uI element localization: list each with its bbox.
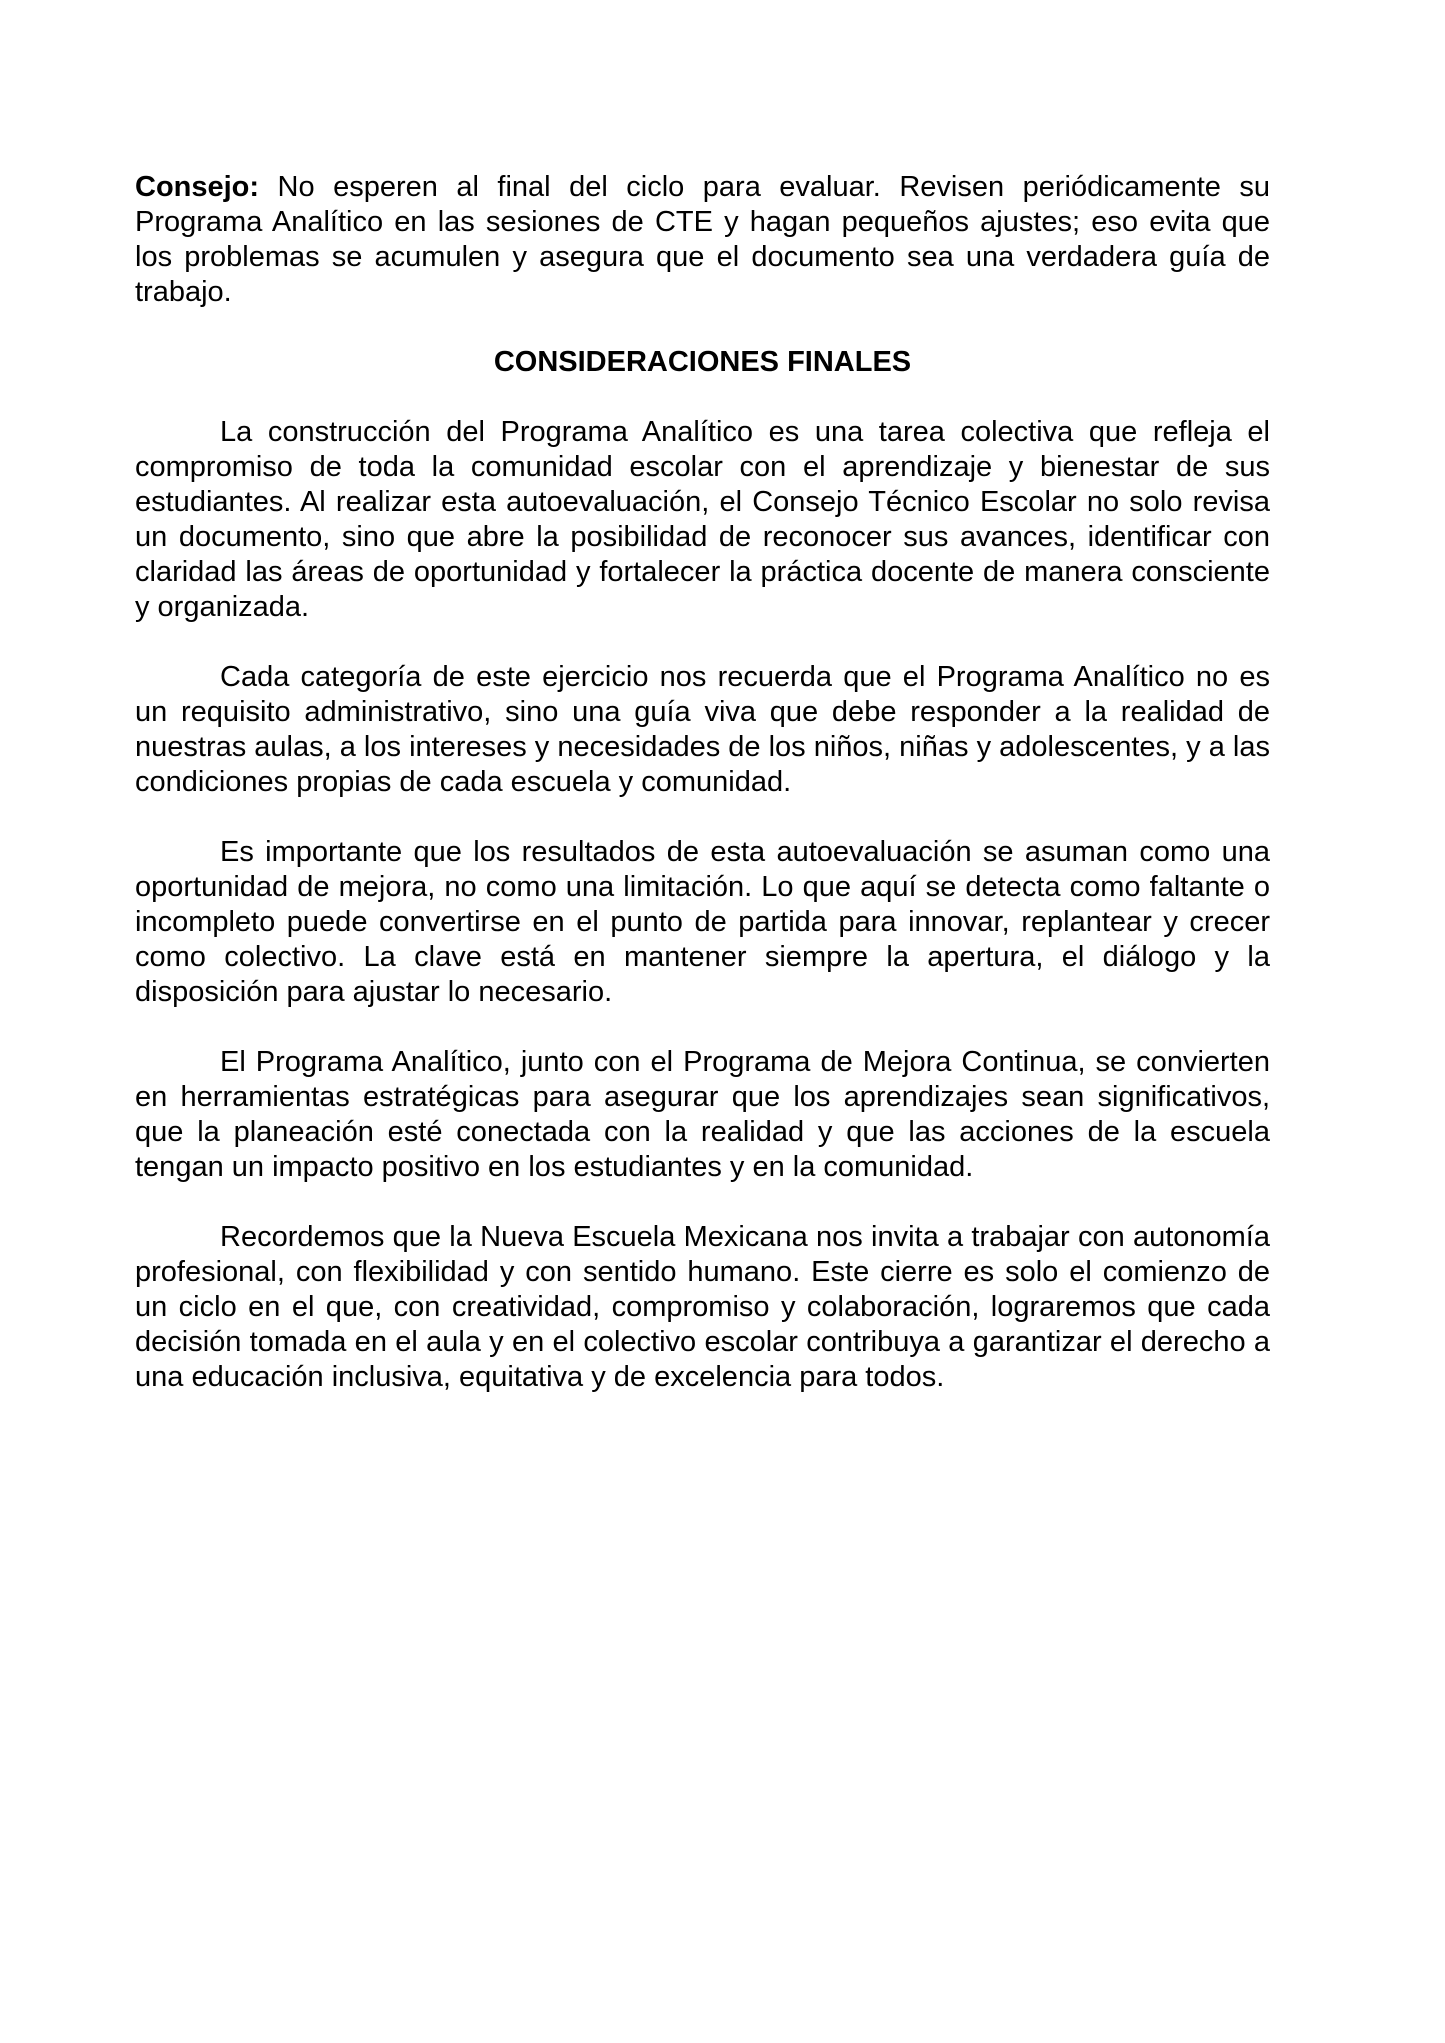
consejo-paragraph	[135, 170, 1270, 310]
section-heading: CONSIDERACIONES FINALES	[493, 346, 912, 378]
consejo-label: Consejo:	[135, 171, 260, 203]
body-paragraph-2: Cada categoría de este ejercicio nos recuerda que el Programa Analítico no es un requisito administrativo, sino una guía viva que debe responder a la realidad de nuestras aulas, a los intereses y necesidades de los niños, niñas y adolescentes, y a las condiciones propias de cada escuela y comunidad.	[135, 661, 1270, 798]
body-paragraph-5: Recordemos que la Nueva Escuela Mexicana nos invita a trabajar con autonomía profesional, con flexibilidad y con sentido humano. Este cierre es solo el comienzo de un ciclo en el que, con creatividad, compromiso y colaboración, lograremos que cada decisión tomada en el aula y en el colectivo escolar contribuya a garantizar el derecho a una educación inclusiva, equitativa y de excelencia para todos.	[135, 1221, 1270, 1393]
consejo-text: No esperen al final del ciclo para evaluar. Revisen periódicamente su Programa Analítico en las sesiones de CTE y hagan pequeños ajustes; eso evita que los problemas se acumulen y asegura que el documento sea una verdadera guía de trabajo.	[135, 171, 1270, 308]
body-paragraph-3: Es importante que los resultados de esta autoevaluación se asuman como una oportunidad de mejora, no como una limitación. Lo que aquí se detecta como faltante o incompleto puede convertirse en el punto de partida para innovar, replantear y crecer como colectivo. La clave está en mantener siempre la apertura, el diálogo y la disposición para ajustar lo necesario.	[135, 836, 1270, 1008]
body-paragraph-1: La construcción del Programa Analítico es una tarea colectiva que refleja el compromiso de toda la comunidad escolar con el aprendizaje y bienestar de sus estudiantes. Al realizar esta autoevaluación, el Consejo Técnico Escolar no solo revisa un documento, sino que abre la posibilidad de reconocer sus avances, identificar con claridad las áreas de oportunidad y fortalecer la práctica docente de manera consciente y organizada.	[135, 416, 1270, 623]
body-paragraph-4: El Programa Analítico, junto con el Programa de Mejora Continua, se convierten en herramientas estratégicas para asegurar que los aprendizajes sean significativos, que la planeación esté conectada con la realidad y que las acciones de la escuela tengan un impacto positivo en los estudiantes y en la comunidad.	[135, 1046, 1270, 1183]
